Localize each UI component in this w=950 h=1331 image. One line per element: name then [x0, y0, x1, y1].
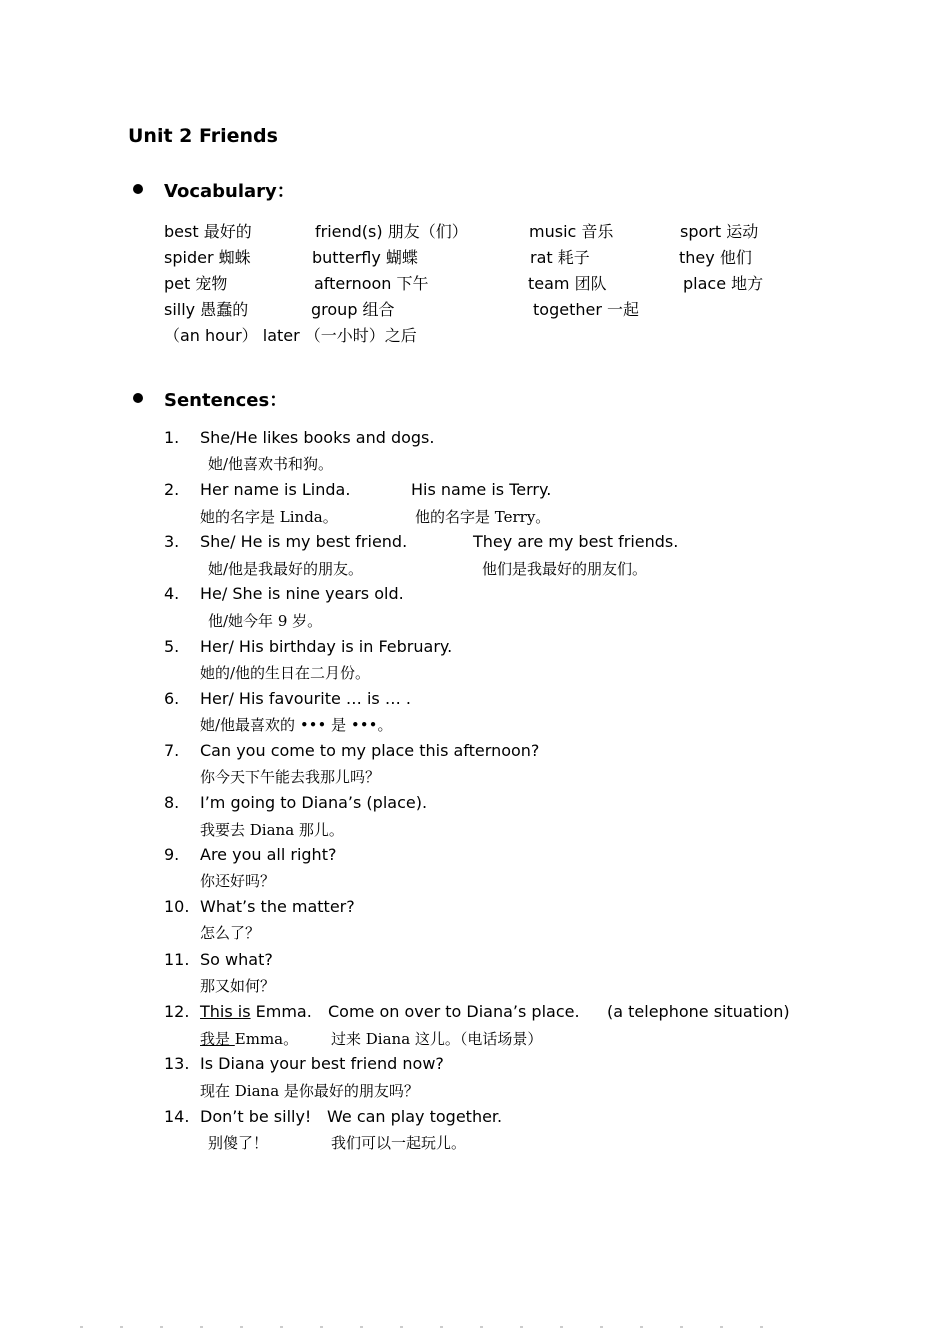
vocab-item: butterfly 蝴蝶 [312, 248, 418, 267]
sentence-english: Don’t be silly! [200, 1107, 312, 1126]
sentence-english: They are my best friends. [473, 532, 679, 551]
sentence-english: (a telephone situation) [607, 1002, 790, 1021]
sentence-chinese: 你今天下午能去我那儿吗？ [200, 768, 381, 786]
vocab-item: music 音乐 [529, 222, 614, 241]
sentence-chinese: 现在 Diana 是你最好的朋友吗？ [200, 1082, 419, 1100]
vocab-item: spider 蜘蛛 [164, 248, 251, 267]
sentence-english: We can play together. [327, 1107, 503, 1126]
sentence-english: Her/ His favourite … is … . [200, 689, 412, 708]
sentence-chinese: 她/他喜欢书和狗。 [208, 455, 334, 473]
sentences-heading: Sentences： [164, 390, 288, 411]
page-title: Unit 2 Friends [128, 125, 278, 147]
sentence-number: 9. [164, 845, 180, 864]
page-edge-marks [80, 1326, 800, 1328]
sentence-chinese: 她/他是我最好的朋友。 [208, 560, 364, 578]
sentence-number: 13. [164, 1054, 190, 1073]
vocab-item: rat 耗子 [530, 248, 590, 267]
sentence-number: 14. [164, 1107, 190, 1126]
sentence-english: Her name is Linda. [200, 480, 351, 499]
sentence-number: 10. [164, 897, 190, 916]
sentence-number: 8. [164, 793, 180, 812]
vocab-item: team 团队 [528, 274, 607, 293]
sentence-number: 11. [164, 950, 190, 969]
underlined-text: This is [200, 1002, 251, 1021]
sentence-chinese: 她/他最喜欢的 ••• 是 •••。 [200, 716, 393, 734]
sentence-chinese: 她的名字是 Linda。 [200, 508, 338, 526]
sentence-english: Are you all right? [200, 845, 337, 864]
sentence-english: Come on over to Diana’s place. [328, 1002, 580, 1021]
vocab-item: silly 愚蠢的 [164, 300, 249, 319]
sentence-number: 5. [164, 637, 180, 656]
vocab-item: group 组合 [311, 300, 395, 319]
sentence-english: So what? [200, 950, 273, 969]
vocab-item: afternoon 下午 [314, 274, 429, 293]
sentence-number: 7. [164, 741, 180, 760]
sentence-number: 2. [164, 480, 180, 499]
underlined-text: 我是 [200, 1030, 235, 1048]
sentence-chinese: 他们是我最好的朋友们。 [482, 560, 648, 578]
sentence-english: I’m going to Diana’s (place). [200, 793, 428, 812]
sentence-chinese: 他/她今年 9 岁。 [208, 612, 323, 630]
sentence-chinese: 你还好吗？ [200, 872, 276, 890]
sentence-number: 6. [164, 689, 180, 708]
sentence-english [200, 1002, 312, 1021]
vocab-item: best 最好的 [164, 222, 252, 241]
vocab-item: pet 宠物 [164, 274, 228, 293]
sentence-number: 4. [164, 584, 180, 603]
sentence-number: 1. [164, 428, 180, 447]
vocab-item: together 一起 [533, 300, 639, 319]
vocab-item: place 地方 [683, 274, 764, 293]
sentence-chinese: 他的名字是 Terry。 [415, 508, 551, 526]
sentence-english: What’s the matter? [200, 897, 355, 916]
sentence-chinese: 那又如何？ [200, 977, 276, 995]
bullet-icon [133, 393, 143, 403]
sentence-chinese: 别傻了！ [208, 1134, 269, 1152]
sentence-english: His name is Terry. [411, 480, 552, 499]
sentence-chinese: 我们可以一起玩儿。 [331, 1134, 467, 1152]
vocab-item: sport 运动 [680, 222, 759, 241]
sentence-chinese: 我要去 Diana 那儿。 [200, 821, 344, 839]
sentence-english: Can you come to my place this afternoon? [200, 741, 540, 760]
sentence-chinese: 怎么了？ [200, 924, 261, 942]
vocab-item: （an hour） later （一小时）之后 [164, 326, 417, 345]
sentence-english: He/ She is nine years old. [200, 584, 404, 603]
vocab-item: they 他们 [679, 248, 752, 267]
sentence-number: 3. [164, 532, 180, 551]
sentence-number: 12. [164, 1002, 190, 1021]
sentence-english: She/ He is my best friend. [200, 532, 408, 551]
sentence-chinese [200, 1028, 298, 1049]
sentence-chinese-part: Emma。 [234, 1030, 299, 1048]
vocab-item: friend(s) 朋友（们） [315, 222, 468, 241]
bullet-icon [133, 184, 143, 194]
sentence-english-part: Emma. [250, 1002, 312, 1021]
sentence-chinese: 她的/他的生日在二月份。 [200, 664, 371, 682]
vocabulary-heading: Vocabulary： [164, 181, 295, 202]
sentence-english: Is Diana your best friend now? [200, 1054, 444, 1073]
sentence-english: She/He likes books and dogs. [200, 428, 435, 447]
sentence-chinese: 过来 Diana 这儿。（电话场景） [331, 1030, 543, 1048]
sentence-english: Her/ His birthday is in February. [200, 637, 453, 656]
